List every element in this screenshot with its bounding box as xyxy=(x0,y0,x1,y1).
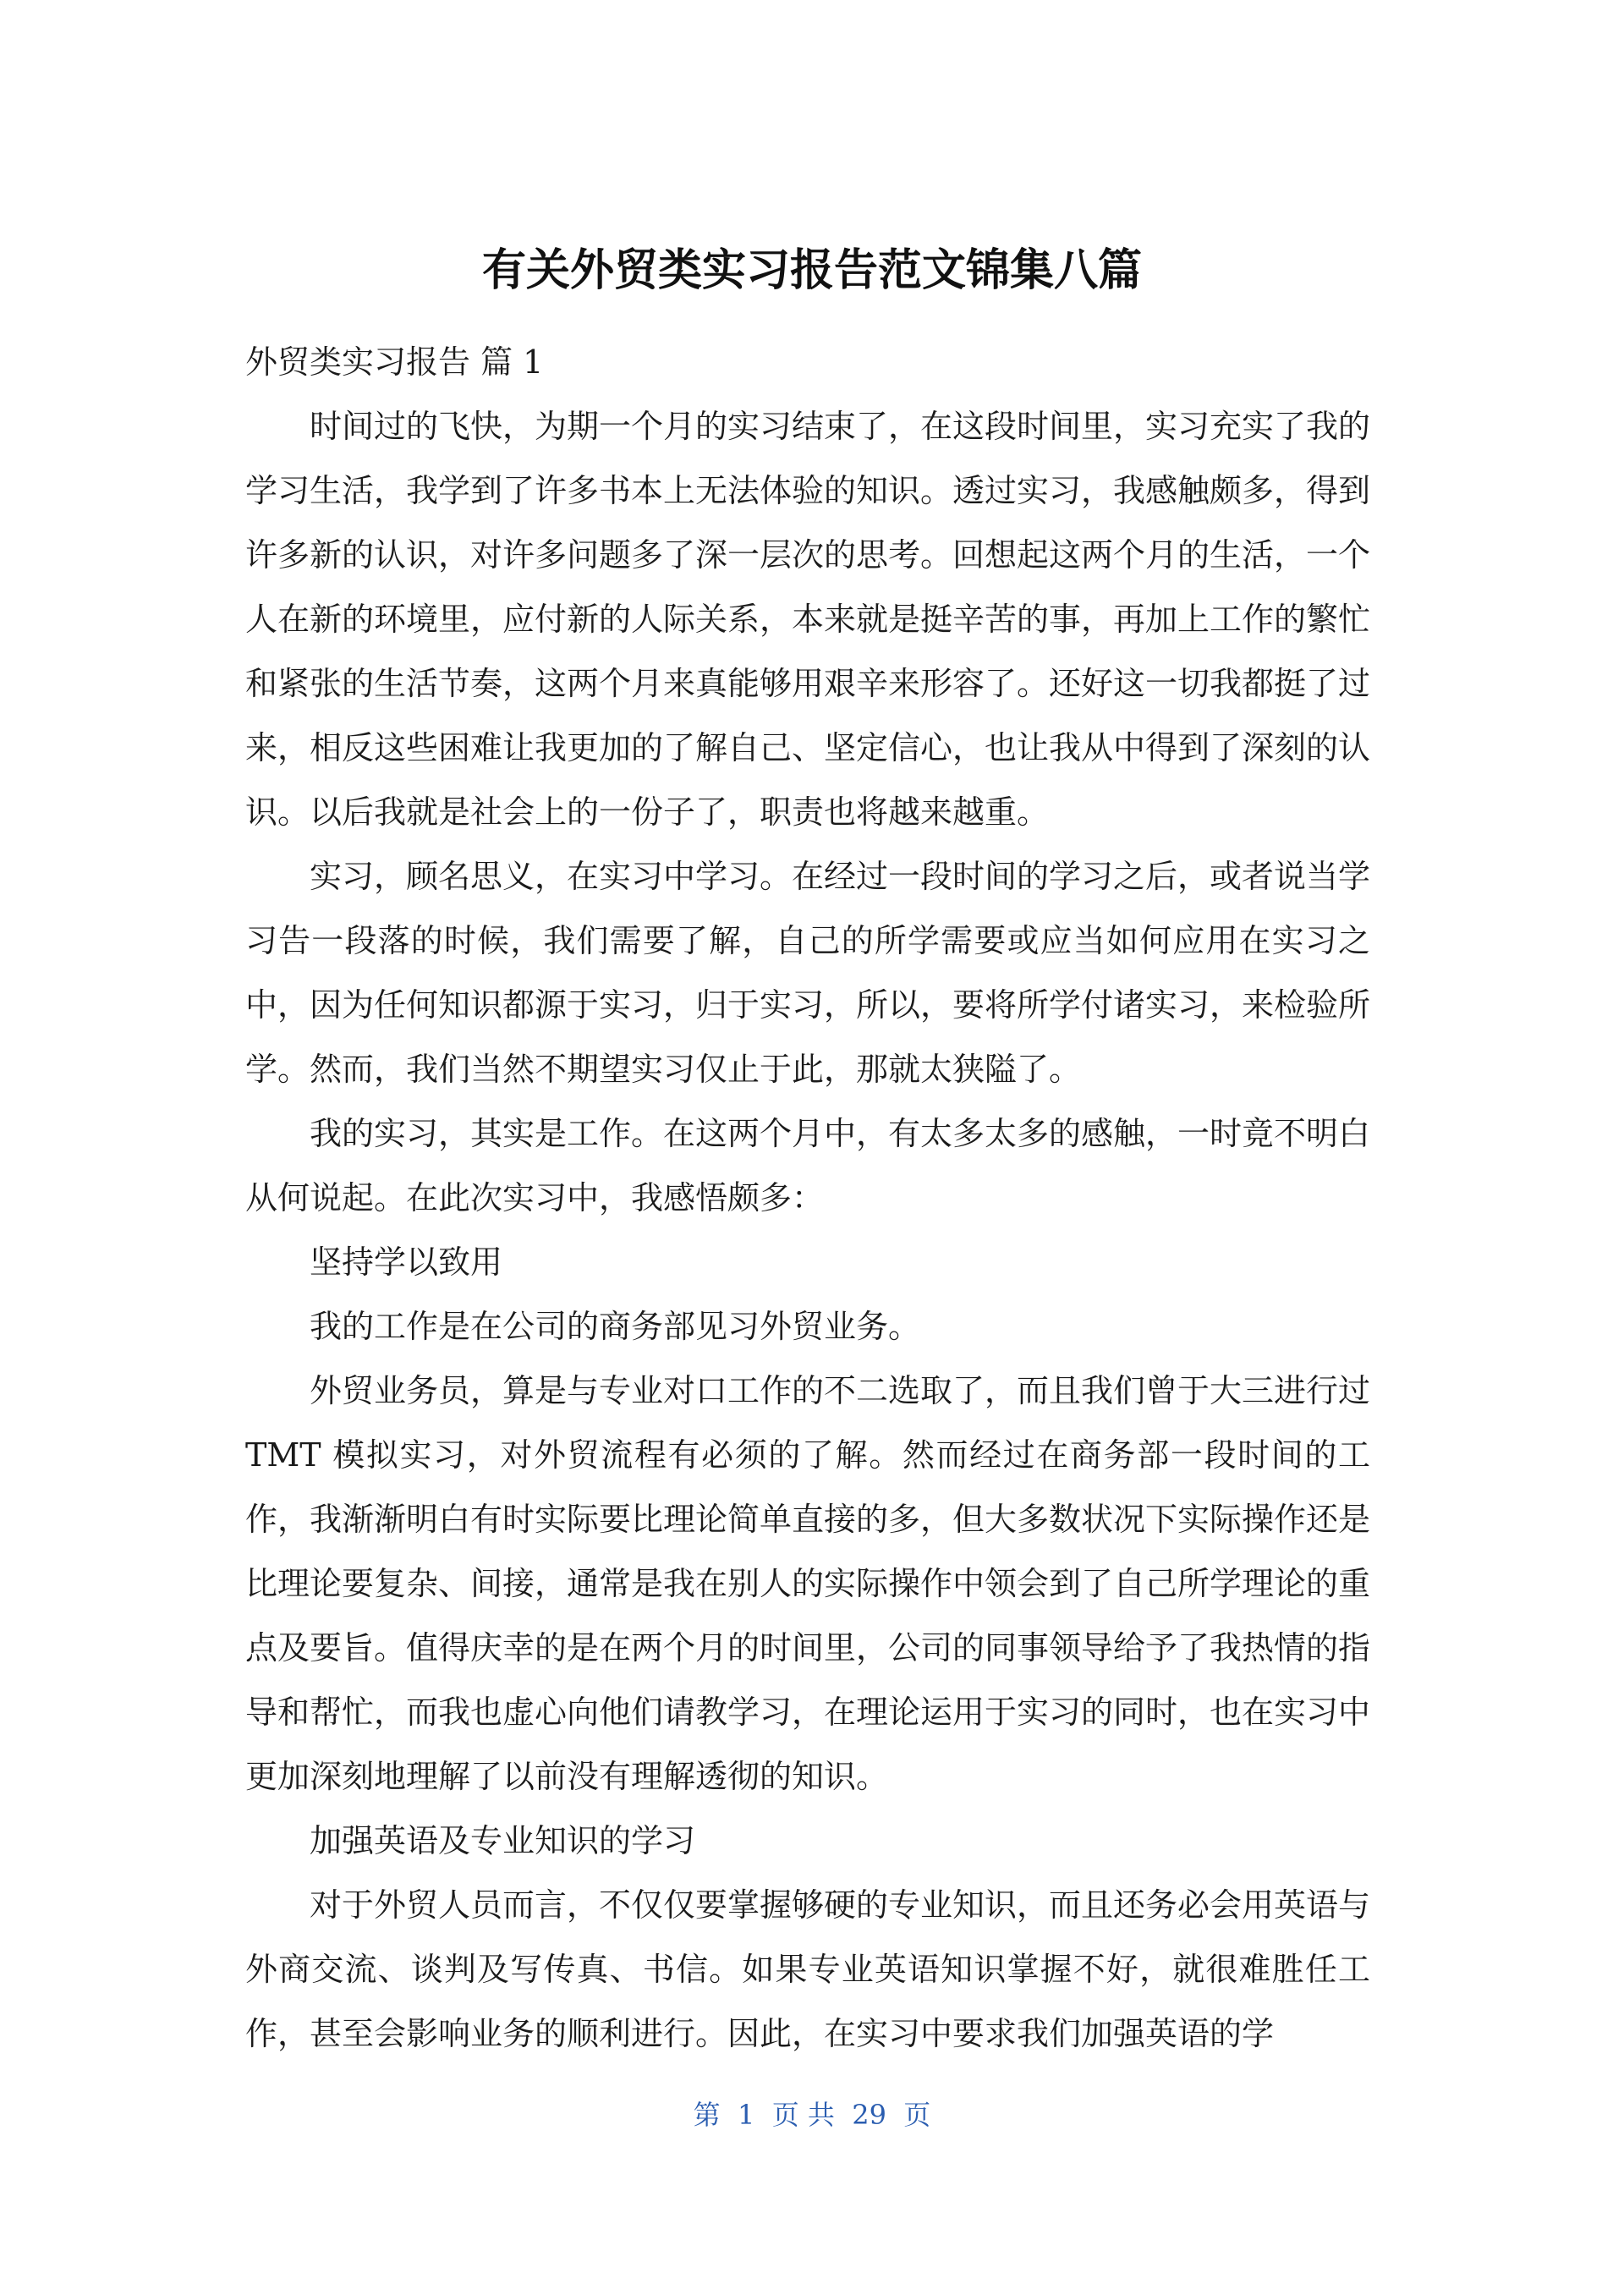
section-label: 外贸类实习报告 篇 1 xyxy=(245,343,544,381)
document-title: 有关外贸类实习报告范文锦集八篇 xyxy=(481,245,1142,296)
paragraph: 对于外贸人员而言，不仅仅要掌握够硬的专业知识，而且还务必会用英语与外商交流、谈判及写传真、书信。如果专业英语知识掌握不好，就很难胜任工作，甚至会影响业务的顺利进行。因此，在实习中要求我们加强英语的学 xyxy=(245,1886,1371,2052)
paragraph: 时间过的飞快，为期一个月的实习结束了，在这段时间里，实习充实了我的学习生活，我学到了许多书本上无法体验的知识。透过实习，我感触颇多，得到许多新的认识，对许多问题多了深一层次的思考。回想起这两个月的生活，一个人在新的环境里，应付新的人际关系，本来就是挺辛苦的事，再加上工作的繁忙和紧张的生活节奏，这两个月来真能够用艰辛来形容了。还好这一切我都挺了过来，相反这些困难让我更加的了解自己、坚定信心，也让我从中得到了深刻的认识。以后我就是社会上的一份子了，职责也将越来越重。 xyxy=(245,408,1371,831)
page-number-footer: 第 1 页 共 29 页 xyxy=(693,2099,931,2131)
paragraph: 外贸业务员，算是与专业对口工作的不二选取了，而且我们曾于大三进行过 TMT 模拟实习，对外贸流程有必须的了解。然而经过在商务部一段时间的工作，我渐渐明白有时实际要比理论简单直接的多，但大多数状况下实际操作还是比理论要复杂、间接，通常是我在别人的实际操作中领会到了自己所学理论的重点及要旨。值得庆幸的是在两个月的时间里，公司的同事领导给予了我热情的指导和帮忙，而我也虚心向他们请教学习，在理论运用于实习的同时，也在实习中更加深刻地理解了以前没有理解透彻的知识。 xyxy=(245,1372,1371,1795)
paragraph: 我的工作是在公司的商务部见习外贸业务。 xyxy=(310,1308,921,1345)
paragraph: 实习，顾名思义，在实习中学习。在经过一段时间的学习之后，或者说当学习告一段落的时候，我们需要了解，自己的所学需要或应当如何应用在实习之中，因为任何知识都源于实习，归于实习，所以，要将所学付诸实习，来检验所学。然而，我们当然不期望实习仅止于此，那就太狭隘了。 xyxy=(245,858,1371,1088)
subheading: 加强英语及专业知识的学习 xyxy=(310,1822,696,1859)
document-body xyxy=(245,330,1370,2066)
paragraph: 我的实习，其实是工作。在这两个月中，有太多太多的感触，一时竟不明白从何说起。在此次实习中，我感悟颇多： xyxy=(245,1115,1371,1216)
subheading: 坚持学以致用 xyxy=(310,1244,503,1281)
